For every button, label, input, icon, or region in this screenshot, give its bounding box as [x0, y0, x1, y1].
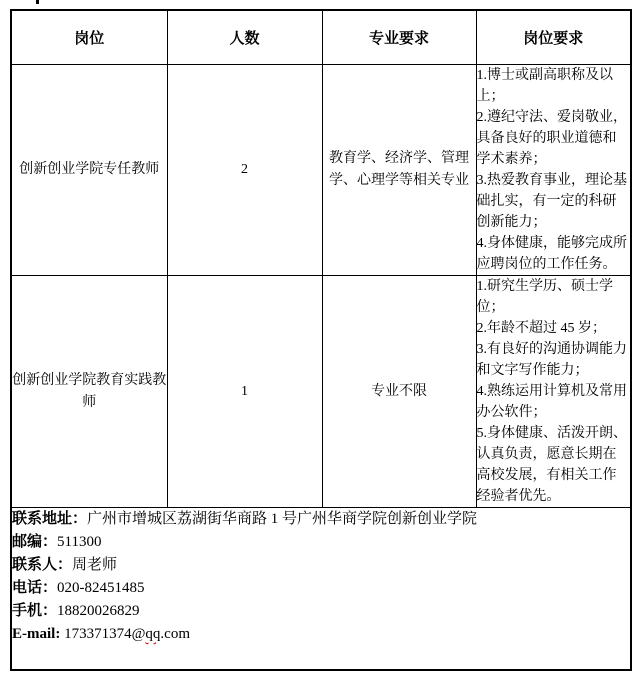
- contact-address-line: [12, 508, 630, 531]
- header-position-requirement: 岗位要求: [476, 10, 631, 65]
- position-count: 1: [167, 276, 322, 508]
- contact-email-line: [12, 623, 630, 646]
- contact-person-label: 联系人：: [12, 557, 73, 573]
- recruitment-table: [10, 9, 632, 671]
- requirement-item: 5.身体健康、活泼开朗、认真负责，愿意长期在高校发展，有相关工作经验者优先。: [476, 426, 627, 504]
- contact-phone-label: 电话：: [12, 580, 58, 596]
- contact-postcode-value: 511300: [57, 534, 102, 550]
- contact-phone-value: 020-82451485: [57, 580, 145, 596]
- cropped-text-artifact: [36, 0, 39, 4]
- requirement-item: 2.遵纪守法、爱岗敬业，具备良好的职业道德和学术素养；: [476, 110, 627, 167]
- contact-postcode-line: [12, 531, 630, 554]
- contact-mobile-value: 18820026829: [57, 603, 140, 619]
- requirement-item: 1.研究生学历、硕士学位；: [476, 279, 613, 315]
- email-suffix-part: .com: [160, 626, 190, 642]
- email-user-part: 173371374@: [64, 626, 146, 642]
- requirement-item: 3.热爱教育事业，理论基础扎实，有一定的科研创新能力；: [476, 173, 627, 230]
- contact-person-line: [12, 554, 630, 577]
- contact-email-label: E-mail:: [12, 626, 65, 642]
- position-requirements: [476, 65, 631, 276]
- contact-info-cell: [11, 508, 631, 671]
- contact-info-row: [11, 508, 631, 671]
- contact-phone-line: [12, 577, 630, 600]
- contact-postcode-label: 邮编：: [12, 534, 58, 550]
- header-position: 岗位: [11, 10, 167, 65]
- header-major-requirement: 专业要求: [322, 10, 476, 65]
- header-count: 人数: [167, 10, 322, 65]
- major-requirement: 专业不限: [322, 276, 476, 508]
- contact-address-label: 联系地址：: [12, 511, 88, 527]
- requirement-item: 1.博士或副高职称及以上；: [476, 68, 613, 104]
- contact-mobile-line: [12, 600, 630, 623]
- requirement-item: 2.年龄不超过 45 岁；: [476, 321, 606, 336]
- contact-address-value: 广州市增城区荔湖街华商路 1 号广州华商学院创新创业学院: [87, 511, 478, 527]
- major-requirement: 教育学、经济学、管理学、心理学等相关专业: [322, 65, 476, 276]
- table-header-row: [11, 10, 631, 65]
- contact-email-value: [64, 626, 190, 642]
- requirement-item: 4.熟练运用计算机及常用办公软件；: [476, 384, 627, 420]
- contact-mobile-label: 手机：: [12, 603, 58, 619]
- position-count: 2: [167, 65, 322, 276]
- position-name: 创新创业学院教育实践教师: [11, 276, 167, 508]
- email-domain-spellcheck-flagged: qq: [145, 626, 161, 642]
- table-row: [11, 276, 631, 508]
- position-requirements: [476, 276, 631, 508]
- requirement-item: 3.有良好的沟通协调能力和文字写作能力；: [476, 342, 627, 378]
- requirement-item: 4.身体健康，能够完成所应聘岗位的工作任务。: [476, 236, 627, 272]
- table-row: [11, 65, 631, 276]
- position-name: 创新创业学院专任教师: [11, 65, 167, 276]
- contact-person-value: 周老师: [72, 557, 118, 573]
